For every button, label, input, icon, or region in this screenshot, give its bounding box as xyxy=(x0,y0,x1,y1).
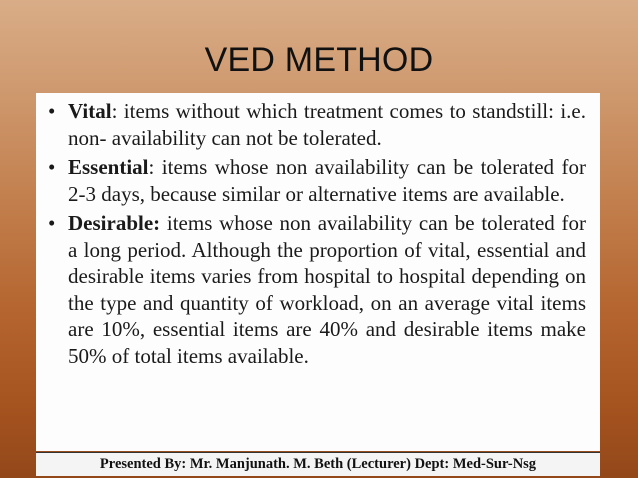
content-box xyxy=(36,93,600,451)
bullet-term: Vital xyxy=(68,99,112,123)
bullet-text: items without which treatment comes to standstill: i.e. non- availability can not be tolerated. xyxy=(68,99,586,150)
slide-title: VED METHOD xyxy=(204,41,434,79)
bullet-desirable xyxy=(48,210,586,369)
bullet-text: items whose non availability can be tolerated for a long period. Although the proportion of vital, essential and desirable items varies from hospital to hospital depending on the type and quantity of workload, on an average vital items are 10%, essential items are 40% and desirable items make 50% of total items available. xyxy=(68,211,586,368)
presenter-footer: Presented By: Mr. Manjunath. M. Beth (Lecturer) Dept: Med-Sur-Nsg xyxy=(36,452,600,476)
bullet-term: Essential xyxy=(68,155,149,179)
bullet-icon: • xyxy=(48,155,56,179)
bullet-separator: : xyxy=(111,99,118,123)
bullet-text: items whose non availability can be tolerated for 2-3 days, because similar or alternative items are available. xyxy=(68,155,586,206)
bullet-term: Desirable: xyxy=(68,211,161,235)
bullet-icon: • xyxy=(48,211,56,235)
bullet-separator: : xyxy=(148,155,155,179)
bullet-icon: • xyxy=(48,99,56,123)
bullet-essential xyxy=(48,154,586,207)
bullet-vital xyxy=(48,98,586,151)
